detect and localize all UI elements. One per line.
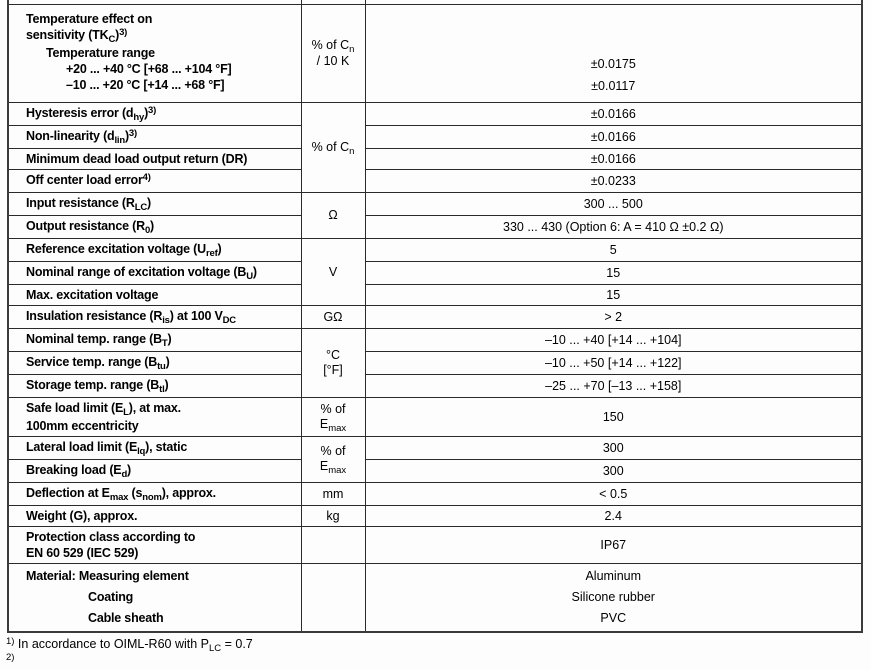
spec-value-cell: IP67 bbox=[365, 527, 862, 564]
table-row-insulation-resistance bbox=[8, 306, 862, 329]
spec-label-cell: Off center load error$^{4)}$ bbox=[8, 170, 301, 193]
spec-value-cell: ±0.0233 bbox=[365, 170, 862, 193]
spec-value-cell: ±0.0166 bbox=[365, 103, 862, 126]
spec-label-cell: Nominal range of excitation voltage $(B_U)$ bbox=[8, 262, 301, 285]
spec-label-cell: Minimum dead load output return (DR) bbox=[8, 149, 301, 170]
table-row-deflection bbox=[8, 483, 862, 506]
spec-value-cell: –10 ... +40 [+14 ... +104] bbox=[365, 329, 862, 352]
spec-value-cell: ±0.0166 bbox=[365, 149, 862, 170]
spec-unit-cell: GΩ bbox=[301, 306, 365, 329]
spec-value-cell: –25 ... +70 [–13 ... +158] bbox=[365, 375, 862, 398]
spec-label-cell: Storage temp. range $(B_{tl})$ bbox=[8, 375, 301, 398]
spec-label-cell: Output resistance $(R_0)$ bbox=[8, 216, 301, 239]
spec-value-cell: > 2 bbox=[365, 306, 862, 329]
spec-unit-cell bbox=[301, 564, 365, 633]
table-row-non-linearity bbox=[8, 126, 862, 149]
spec-label-cell: Protection class according to EN 60 529 (IEC 529) bbox=[8, 527, 301, 564]
spec-value-cell: ±0.0175 ±0.0117 bbox=[365, 5, 862, 103]
spec-label-cell: Nominal temp. range $(B_T)$ bbox=[8, 329, 301, 352]
spec-unit-cell: % of $C_n$ / 10 K bbox=[301, 5, 365, 103]
table-row-weight bbox=[8, 506, 862, 527]
spec-label-cell: Reference excitation voltage $(U_{ref})$ bbox=[8, 239, 301, 262]
table-row-off-center-load-error bbox=[8, 170, 862, 193]
table-row-service-temp-range bbox=[8, 352, 862, 375]
spec-label-cell: Weight (G), approx. bbox=[8, 506, 301, 527]
spec-unit-cell: Ω bbox=[301, 193, 365, 239]
spec-label-cell: Hysteresis error $(d_{hy})^{3)}$ bbox=[8, 103, 301, 126]
spec-unit-cell: % of $E_{max}$ bbox=[301, 437, 365, 483]
spec-value-cell: Aluminum Silicone rubber PVC bbox=[365, 564, 862, 633]
spec-value-cell: 300 bbox=[365, 460, 862, 483]
table-row-input-resistance bbox=[8, 193, 862, 216]
specifications-table bbox=[7, 0, 863, 633]
spec-value-cell: 5 bbox=[365, 239, 862, 262]
table-row-safe-load-limit bbox=[8, 398, 862, 437]
table-row-nominal-temp-range bbox=[8, 329, 862, 352]
spec-label-cell: Insulation resistance $(R_{is})$ at 100 $V_{DC}$ bbox=[8, 306, 301, 329]
table-row-reference-excitation-voltage bbox=[8, 239, 862, 262]
spec-label-cell: Input resistance $(R_{LC})$ bbox=[8, 193, 301, 216]
table-row-minimum-dead-load-output-return bbox=[8, 149, 862, 170]
spec-label-cell: Temperature effect on sensitivity $(TK_C)^{3)}$ Temperature range +20 ... +40 °C [+68 ... +104 °F] –10 ... +20 °C [+14 ... +68 °F] bbox=[8, 5, 301, 103]
spec-label-cell: Max. excitation voltage bbox=[8, 285, 301, 306]
table-row-material bbox=[8, 564, 862, 633]
spec-unit-cell: % of $C_n$ bbox=[301, 103, 365, 193]
spec-value-cell: 15 bbox=[365, 262, 862, 285]
spec-label-cell: Safe load limit $(E_L)$, at max. 100mm eccentricity bbox=[8, 398, 301, 437]
table-row-breaking-load bbox=[8, 460, 862, 483]
spec-value-cell: ±0.0166 bbox=[365, 126, 862, 149]
table-row-temp-effect-sensitivity bbox=[8, 5, 862, 103]
spec-value-cell: 150 bbox=[365, 398, 862, 437]
spec-label-cell: Service temp. range $(B_{tu})$ bbox=[8, 352, 301, 375]
spec-value-cell: –10 ... +50 [+14 ... +122] bbox=[365, 352, 862, 375]
spec-label-cell: Material: Measuring element Coating Cable sheath bbox=[8, 564, 301, 633]
spec-label-cell: Deflection at $E_{max}$ $(s_{nom})$, approx. bbox=[8, 483, 301, 506]
spec-label-cell: Non-linearity $(d_{lin})^{3)}$ bbox=[8, 126, 301, 149]
footnote-1: $^{1)}$ In accordance to OIML-R60 with $P_{LC} = 0.7$ bbox=[6, 636, 253, 654]
spec-unit-cell: mm bbox=[301, 483, 365, 506]
table-row-hysteresis-error bbox=[8, 103, 862, 126]
spec-value-cell: < 0.5 bbox=[365, 483, 862, 506]
specifications-table-body bbox=[8, 0, 862, 632]
spec-unit-cell: V bbox=[301, 239, 365, 306]
spec-value-cell: 2.4 bbox=[365, 506, 862, 527]
spec-value-cell: 300 bbox=[365, 437, 862, 460]
table-row-storage-temp-range bbox=[8, 375, 862, 398]
spec-label-cell: Lateral load limit $(E_{lq})$, static bbox=[8, 437, 301, 460]
footnote-2-clipped: 2) bbox=[6, 652, 15, 663]
spec-value-cell: 300 ... 500 bbox=[365, 193, 862, 216]
table-row-lateral-load-limit bbox=[8, 437, 862, 460]
spec-unit-cell bbox=[301, 527, 365, 564]
spec-unit-cell: % of $E_{max}$ bbox=[301, 398, 365, 437]
table-row-protection-class bbox=[8, 527, 862, 564]
spec-unit-cell: kg bbox=[301, 506, 365, 527]
spec-value-cell: 330 ... 430 (Option 6: A = 410 Ω ±0.2 Ω) bbox=[365, 216, 862, 239]
table-row-output-resistance bbox=[8, 216, 862, 239]
spec-unit-cell: °C [°F] bbox=[301, 329, 365, 398]
spec-value-cell: 15 bbox=[365, 285, 862, 306]
table-row-nominal-range-of-excitation-voltage bbox=[8, 262, 862, 285]
spec-label-cell: Breaking load $(E_d)$ bbox=[8, 460, 301, 483]
table-row-max-excitation-voltage bbox=[8, 285, 862, 306]
